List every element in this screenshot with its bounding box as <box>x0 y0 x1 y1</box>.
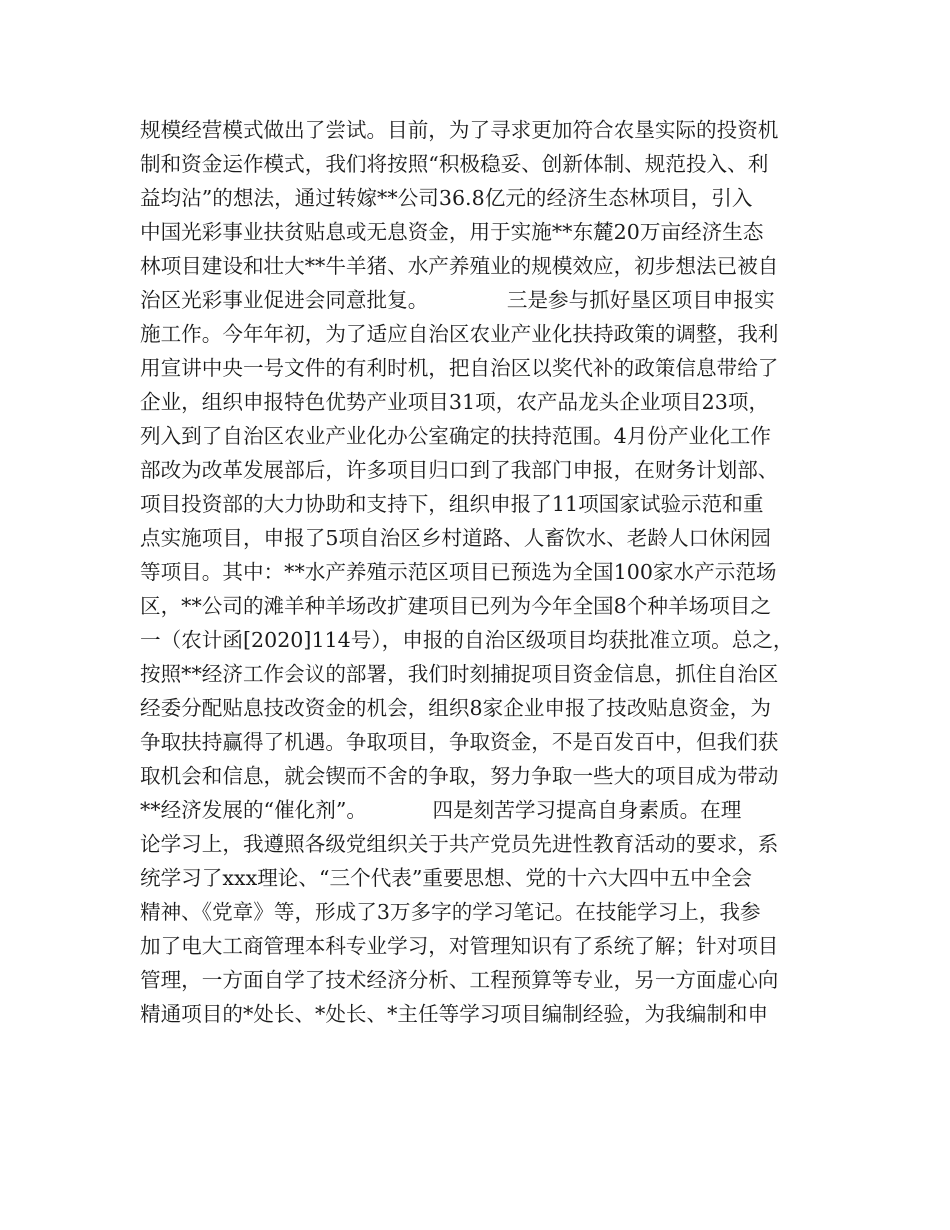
text-line: 管理，一方面自学了技术经济分析、工程预算等专业，另一方面虚心向 <box>140 968 779 992</box>
text-line: 精神、《党章》等，形成了3万多字的学习笔记。在技能学习上，我参 <box>140 900 761 924</box>
text-line: 按照**经济工作会议的部署，我们时刻捕捉项目资金信息，抓住自治区 <box>140 662 779 686</box>
text-line: 制和资金运作模式，我们将按照“积极稳妥、创新体制、规范投入、利 <box>140 152 769 176</box>
text-line: 取机会和信息，就会锲而不舍的争取，努力争取一些大的项目成为带动 <box>140 764 779 788</box>
body-text <box>140 113 840 1031</box>
text-line: 加了电大工商管理本科专业学习，对管理知识有了系统了解；针对项目 <box>140 934 779 958</box>
text-line: 益均沾”的想法，通过转嫁**公司36.8亿元的经济生态林项目，引入 <box>140 186 753 210</box>
text-line: 等项目。其中：**水产养殖示范区项目已预选为全国100家水产示范场 <box>140 560 777 584</box>
text-line: 中国光彩事业扶贫贴息或无息资金，用于实施**东麓20万亩经济生态 <box>140 220 764 244</box>
text-line: **经济发展的“催化剂”。 四是刻苦学习提高自身素质。在理 <box>140 798 742 822</box>
text-line: 部改为改革发展部后，许多项目归口到了我部门申报，在财务计划部、 <box>140 458 779 482</box>
text-line: 用宣讲中央一号文件的有利时机，把自治区以奖代补的政策信息带给了 <box>140 356 779 380</box>
text-line: 规模经营模式做出了尝试。目前，为了寻求更加符合农垦实际的投资机 <box>140 118 779 142</box>
text-line: 项目投资部的大力协助和支持下，组织申报了11项国家试验示范和重 <box>140 492 764 516</box>
text-line: 经委分配贴息技改资金的机会，组织8家企业申报了技改贴息资金，为 <box>140 696 771 720</box>
text-line: 列入到了自治区农业产业化办公室确定的扶持范围。4月份产业化工作 <box>140 424 771 448</box>
text-line: 论学习上，我遵照各级党组织关于共产党员先进性教育活动的要求，系 <box>140 832 779 856</box>
text-line: 治区光彩事业促进会同意批复。 三是参与抓好垦区项目申报实 <box>140 288 775 312</box>
text-line: 林项目建设和壮大**牛羊猪、水产养殖业的规模效应，初步想法已被自 <box>140 254 779 278</box>
text-line: 统学习了xxx理论、“三个代表”重要思想、党的十六大四中五中全会 <box>140 866 752 890</box>
text-line: 企业，组织申报特色优势产业项目31项，农产品龙头企业项目23项， <box>140 390 770 414</box>
text-line: 区，**公司的滩羊种羊场改扩建项目已列为今年全国8个种羊场项目之 <box>140 594 771 618</box>
text-line: 精通项目的*处长、*处长、*主任等学习项目编制经验，为我编制和申 <box>140 1002 769 1026</box>
text-line: 施工作。今年年初，为了适应自治区农业产业化扶持政策的调整，我利 <box>140 322 779 346</box>
text-line: 点实施项目，申报了5项自治区乡村道路、人畜饮水、老龄人口休闲园 <box>140 526 771 550</box>
text-line: 一（农计函[2020]114号），申报的自治区级项目均获批准立项。总之， <box>140 628 794 652</box>
text-line: 争取扶持赢得了机遇。争取项目，争取资金，不是百发百中，但我们获 <box>140 730 779 754</box>
